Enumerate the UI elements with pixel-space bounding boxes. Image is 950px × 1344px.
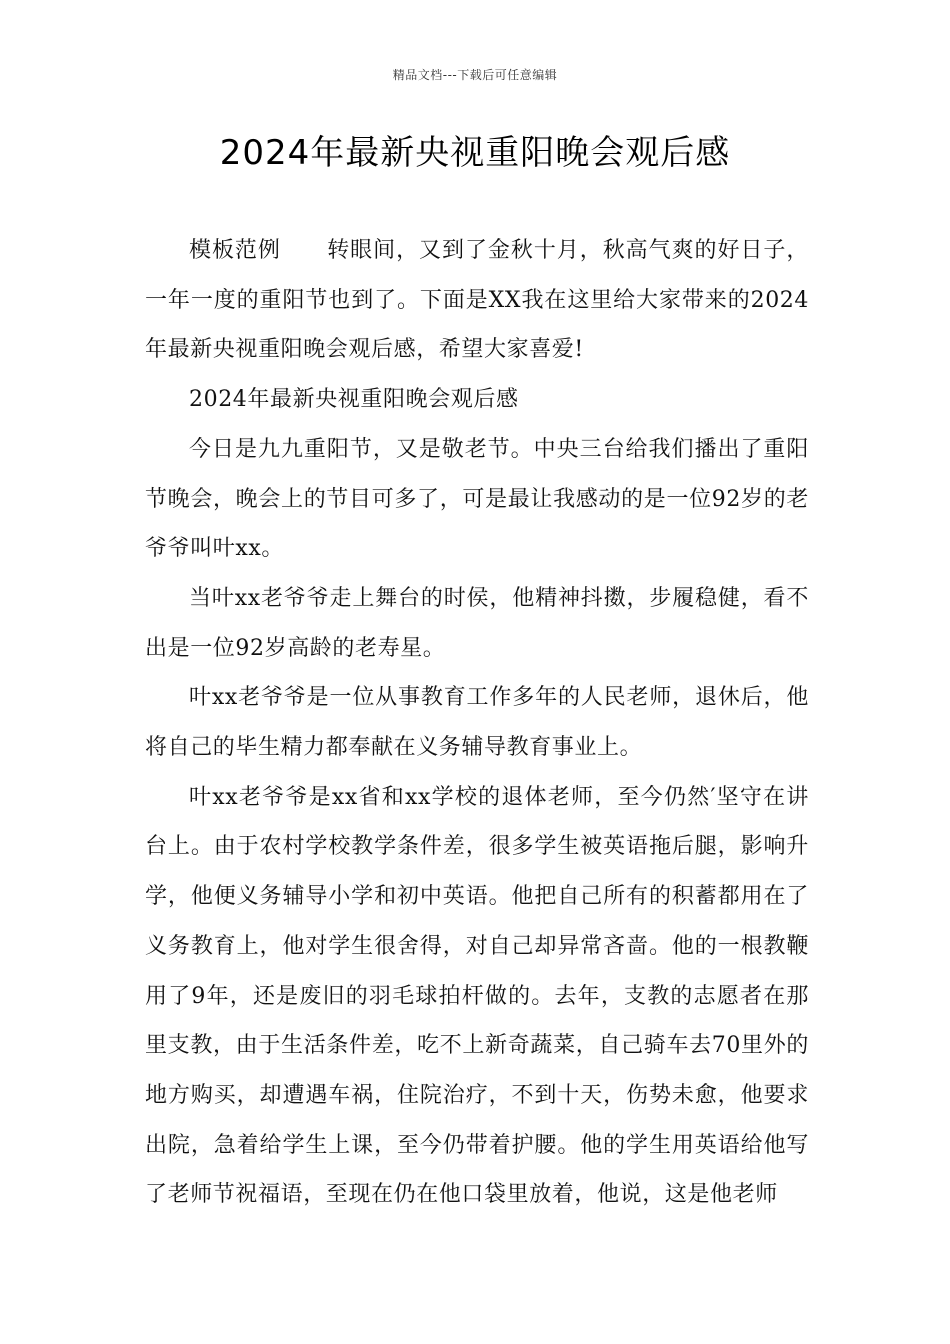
body-paragraph-3: 叶xx老爷爷是一位从事教育工作多年的人民老师，退休后，他将自己的毕生精力都奉献在义务辅导教育事业上。	[145, 685, 809, 761]
body-paragraph-2: 当叶xx老爷爷走上舞台的时侯，他精神抖擞，步履稳健，看不出是一位92岁高龄的老寿星。	[145, 585, 809, 661]
intro-text: 转眼间，又到了金秋十月，秋高气爽的好日子，一年一度的重阳节也到了。下面是XX我在这里给大家带来的2024年最新央视重阳晚会观后感，希望大家喜爱!	[145, 238, 809, 363]
body-paragraph-1: 今日是九九重阳节，又是敬老节。中央三台给我们播出了重阳节晚会，晚会上的节目可多了，可是最让我感动的是一位92岁的老爷爷叫叶xx。	[145, 436, 809, 562]
intro-paragraph	[145, 226, 809, 375]
document-title: 2024年最新央视重阳晚会观后感	[219, 133, 731, 173]
document-body	[145, 226, 809, 1220]
header-note: 精品文档---下载后可任意编辑	[392, 68, 558, 82]
intro-label: 模板范例	[189, 238, 281, 263]
body-paragraph-4: 叶xx老爷爷是xx省和xx学校的退体老师，至今仍然′坚守在讲台上。由于农村学校教学条件差，很多学生被英语拖后腿，影响升学，他便义务辅导小学和初中英语。他把自己所有的积蓄都用在了义务教育上，他对学生很舍得，对自己却异常吝啬。他的一根教鞭用了9年，还是废旧的羽毛球拍杆做的。去年，支教的志愿者在那里支教，由于生活条件差，吃不上新奇蔬菜，自己骑车去70里外的地方购买，却遭遇车祸，住院治疗，不到十天，伤势未愈，他要求出院，急着给学生上课，至今仍带着护腰。他的学生用英语给他写了老师节祝福语，至现在仍在他口袋里放着，他说，这是他老师	[145, 784, 809, 1208]
subtitle-paragraph: 2024年最新央视重阳晚会观后感	[189, 387, 519, 413]
